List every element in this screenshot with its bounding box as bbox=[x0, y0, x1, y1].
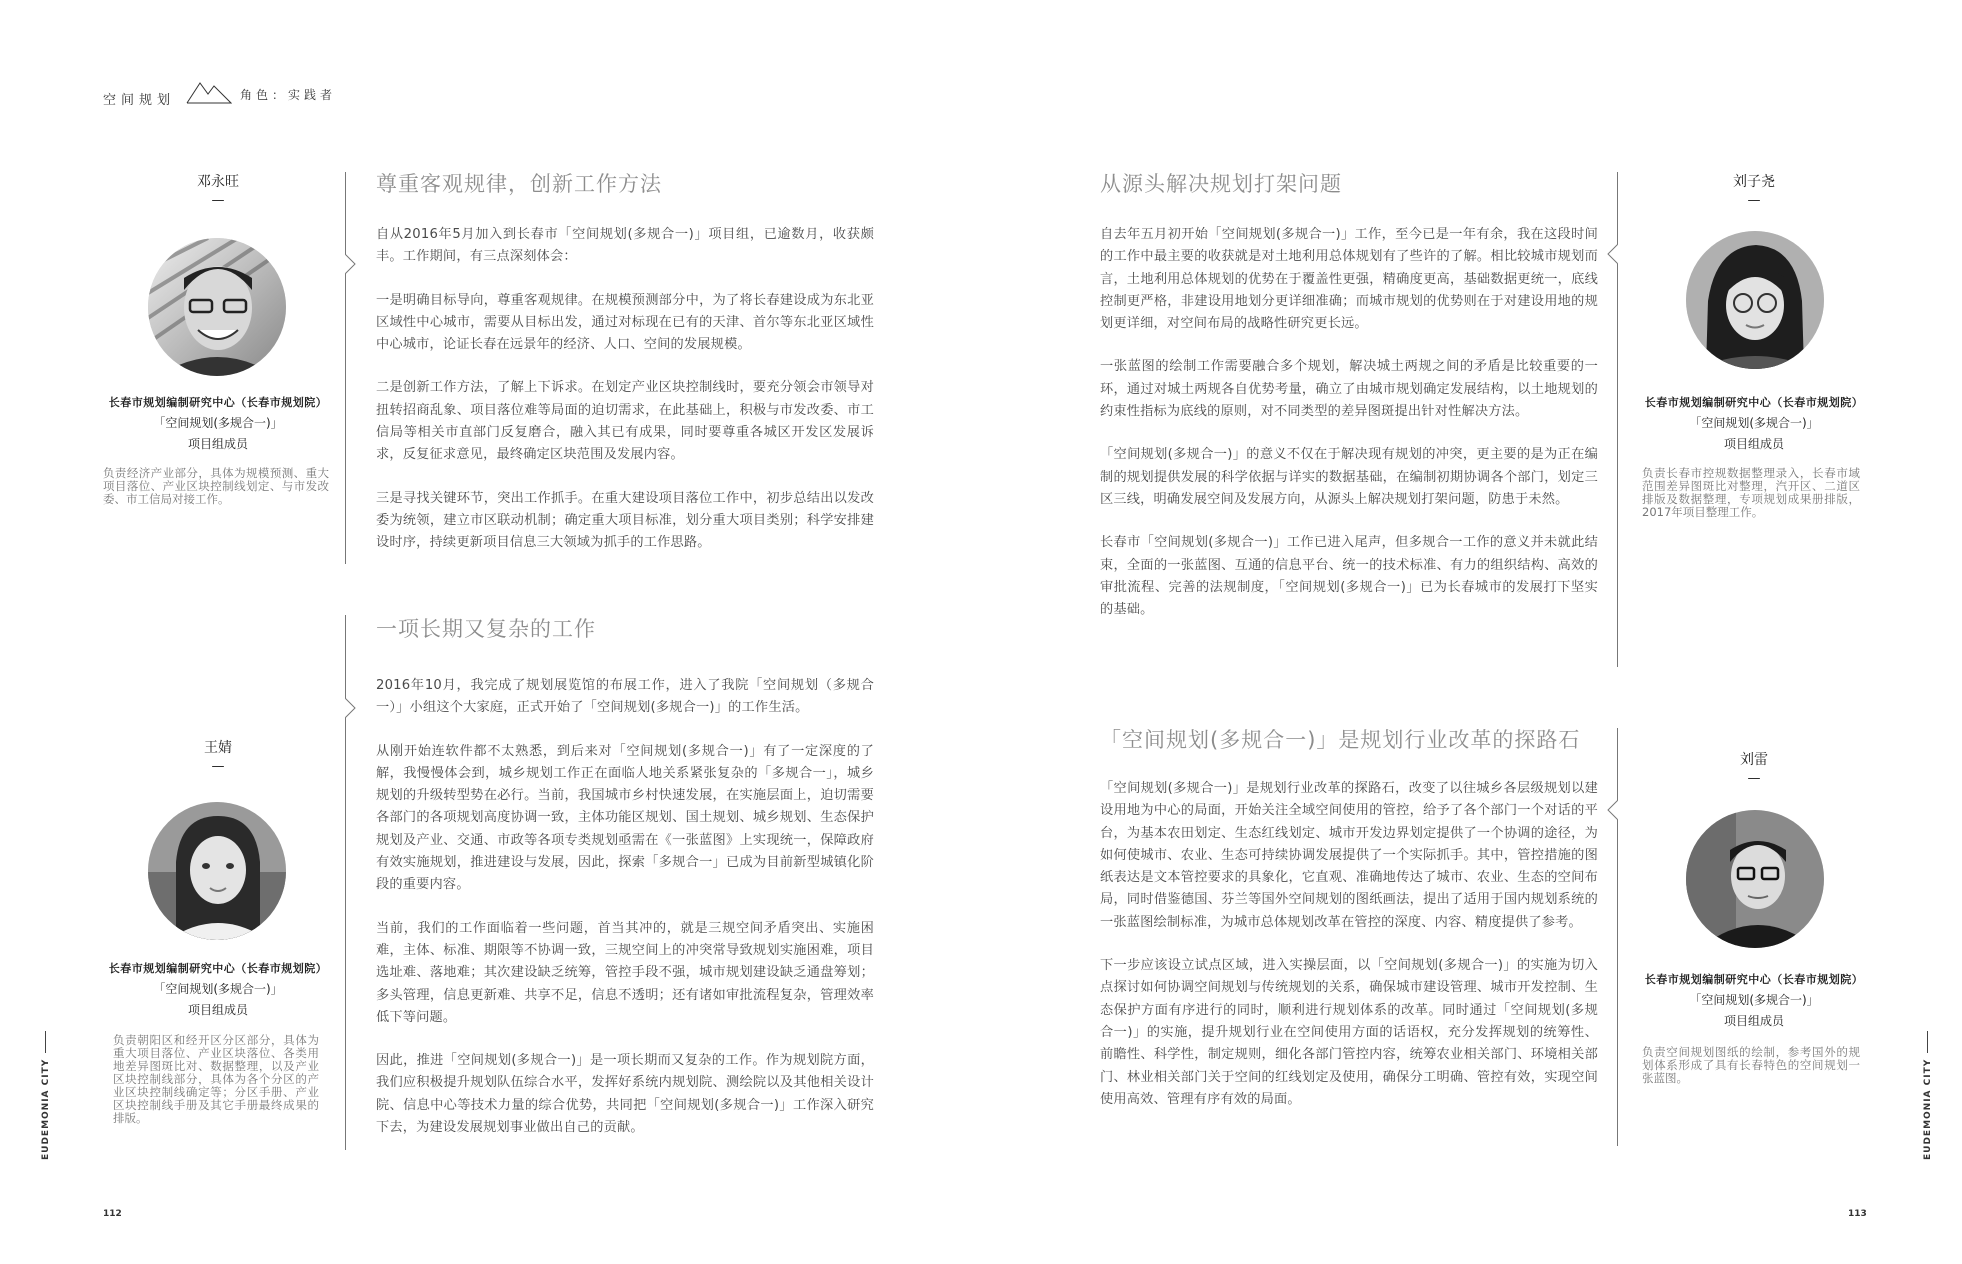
divider-notch bbox=[1606, 244, 1618, 264]
side-label: EUDEMONIA CITY bbox=[1923, 1058, 1933, 1160]
profile-role: 项目组成员 bbox=[1723, 437, 1784, 451]
paragraph: 一张蓝图的绘制工作需要融合多个规划，解决城土两规之间的矛盾是比较重要的一环，通过对城土两规各自优势考量，确立了由城市规划确定发展结构，以土地规划的约束性指标为底线的原则，对不同类型的差异图斑提出针对性解决方法。 bbox=[1100, 359, 1598, 420]
profile-dash: — bbox=[1747, 193, 1761, 208]
profile-org: 长春市规划编制研究中心（长春市规划院） bbox=[108, 962, 328, 975]
divider-notch bbox=[1606, 800, 1618, 820]
header-role: 角色：实践者 bbox=[240, 88, 337, 102]
avatar bbox=[148, 238, 286, 376]
profile-duty: 负责长春市控规数据整理录入，长春市域范围差异图斑比对整理，汽开区、二道区排版及数据整理，专项规划成果册排版，2017年项目整理工作。 bbox=[1642, 466, 1860, 519]
section-title: 一项长期又复杂的工作 bbox=[376, 617, 596, 641]
profile-name: 王婧 bbox=[204, 740, 232, 756]
profile-dash: — bbox=[211, 759, 225, 774]
mountain-logo-icon bbox=[186, 80, 232, 104]
profile-dash: — bbox=[211, 193, 225, 208]
profile-duty: 负责朝阳区和经开区分区部分，具体为重大项目落位、产业区块落位、各类用地差异图斑比对、数据整理，以及产业区块控制线部分，具体为各个分区的产业区块控制线确定等；分区手册、产业区块控制线手册及其它手册最终成果的排版。 bbox=[113, 1033, 319, 1125]
paragraph: 2016年10月，我完成了规划展览馆的布展工作，进入了我院「空间规划（多规合一）」小组这个大家庭，正式开始了「空间规划(多规合一)」的工作生活。 bbox=[376, 678, 874, 716]
divider-notch bbox=[345, 254, 357, 274]
profile-name: 刘雷 bbox=[1740, 752, 1768, 768]
profile-role: 项目组成员 bbox=[187, 437, 248, 451]
section-title: 尊重客观规律，创新工作方法 bbox=[376, 172, 662, 196]
paragraph: 长春市「空间规划(多规合一)」工作已进入尾声，但多规合一工作的意义并未就此结束，全面的一张蓝图、互通的信息平台、统一的技术标准、有力的组织结构、高效的审批流程、完善的法规制度，「空间规划(多规合一)」已为长春城市的发展打下坚实的基础。 bbox=[1100, 535, 1598, 618]
paragraph: 因此，推进「空间规划(多规合一)」是一项长期而又复杂的工作。作为规划院方面，我们应积极提升规划队伍综合水平，发挥好系统内规划院、测绘院以及其他相关设计院、信息中心等技术力量的综合优势，共同把「空间规划(多规合一)」工作深入研究下去，为建设发展规划事业做出自己的贡献。 bbox=[376, 1053, 874, 1136]
article-section bbox=[1100, 168, 1598, 621]
profile-org: 长春市规划编制研究中心（长春市规划院） bbox=[1644, 973, 1864, 986]
profile-duty: 负责空间规划图纸的绘制，参考国外的规划体系形成了具有长春特色的空间规划一张蓝图。 bbox=[1642, 1045, 1860, 1085]
avatar bbox=[148, 802, 286, 940]
profile-dash: — bbox=[1747, 771, 1761, 786]
article-section bbox=[376, 168, 874, 555]
paragraph: 一是明确目标导向，尊重客观规律。在规模预测部分中，为了将长春建设成为东北亚区域性中心城市，需要从目标出发，通过对标现在已有的天津、首尔等东北亚区域性中心城市，论证长春在远景年的经济、人口、空间的发展规模。 bbox=[376, 292, 874, 353]
side-label: EUDEMONIA CITY bbox=[41, 1058, 51, 1160]
section-title: 「空间规划(多规合一)」是规划行业改革的探路石 bbox=[1100, 728, 1581, 752]
profile-name: 邓永旺 bbox=[197, 174, 239, 190]
paragraph: 三是寻找关键环节，突出工作抓手。在重大建设项目落位工作中，初步总结出以发改委为统领，建立市区联动机制；确定重大项目标准，划分重大项目类别；科学安排建设时序，持续更新项目信息三大领域为抓手的工作思路。 bbox=[376, 490, 874, 551]
profile-role: 项目组成员 bbox=[187, 1003, 248, 1017]
profile-org: 长春市规划编制研究中心（长春市规划院） bbox=[108, 396, 328, 409]
profile-org: 长春市规划编制研究中心（长春市规划院） bbox=[1644, 396, 1864, 409]
paragraph: 从刚开始连软件都不太熟悉，到后来对「空间规划(多规合一)」有了一定深度的了解，我慢慢体会到，城乡规划工作正在面临人地关系紧张复杂的「多规合一」，城乡规划的升级转型势在必行。当前，我国城市乡村快速发展，在实施层面上，迫切需要各部门的各项规划高度协调一致，主体功能区规划、国土规划、城乡规划、生态保护规划及产业、交通、市政等各项专类规划亟需在《一张蓝图》上实现统一，保障政府有效实施规划，推进建设与发展，因此，探索「多规合一」已成为目前新型城镇化阶段的重要内容。 bbox=[376, 743, 874, 893]
profile-project: 「空间规划(多规合一)」 bbox=[153, 416, 283, 430]
page-number-right: 113 bbox=[1848, 1209, 1867, 1219]
margin-mark bbox=[1927, 1031, 1928, 1053]
divider-line bbox=[1617, 728, 1618, 1146]
divider-line bbox=[345, 172, 346, 564]
avatar bbox=[1686, 810, 1824, 948]
profile-role: 项目组成员 bbox=[1723, 1014, 1784, 1028]
paragraph: 自从2016年5月加入到长春市「空间规划(多规合一)」项目组，已逾数月，收获颇丰。工作期间，有三点深刻体会： bbox=[376, 227, 874, 265]
paragraph: 当前，我们的工作面临着一些问题，首当其冲的，就是三规空间矛盾突出、实施困难，主体、标准、期限等不协调一致，三规空间上的冲突常导致规划实施困难，项目选址难、落地难；其次建设缺乏统筹，管控手段不强，城市规划建设缺乏通盘筹划；多头管理，信息更新难、共享不足，信息不透明；还有诸如审批流程复杂，管理效率低下等问题。 bbox=[376, 920, 874, 1025]
profile-name: 刘子尧 bbox=[1733, 174, 1775, 190]
paragraph: 下一步应该设立试点区域，进入实操层面，以「空间规划(多规合一)」的实施为切入点探讨如何协调空间规划与传统规划的关系，确保城市建设管理、城市开发控制、生态保护方面有序进行的同时，顺利进行规划体系的改革。同时通过「空间规划(多规合一)」的实施，提升规划行业在空间使用方面的话语权，充分发挥规划的统筹性、前瞻性、科学性，制定规则，细化各部门管控内容，统筹农业相关部门、环境相关部门、林业相关部门关于空间的红线划定及使用，确保分工明确、管控有效，实现空间使用高效、管理有序有效的局面。 bbox=[1100, 958, 1598, 1107]
avatar bbox=[1686, 231, 1824, 369]
article-section bbox=[1100, 724, 1598, 1111]
margin-mark bbox=[45, 1031, 46, 1053]
section-title: 从源头解决规划打架问题 bbox=[1100, 172, 1342, 196]
paragraph: 二是创新工作方法，了解上下诉求。在划定产业区块控制线时，要充分领会市领导对扭转招商乱象、项目落位难等局面的迫切需求，在此基础上，积极与市发改委、市工信局等相关市直部门反复磨合，融入其已有成果，同时要尊重各城区开发区发展诉求，反复征求意见，最终确定区块范围及发展内容。 bbox=[376, 380, 874, 463]
divider-notch bbox=[345, 698, 357, 718]
profile-project: 「空间规划(多规合一)」 bbox=[1689, 993, 1819, 1007]
profile-duty: 负责经济产业部分，具体为规模预测、重大项目落位、产业区块控制线划定、与市发改委、市工信局对接工作。 bbox=[103, 466, 329, 506]
paragraph: 自去年五月初开始「空间规划(多规合一)」工作，至今已是一年有余，我在这段时间的工作中最主要的收获就是对土地利用总体规划有了些许的了解。相比较城市规划而言，土地利用总体规划的优势在于覆盖性更强，精确度更高，基础数据更统一，底线控制更严格，非建设用地划分更详细准确；而城市规划的优势则在于对建设用地的规划更详细，对空间布局的战略性研究更长远。 bbox=[1100, 227, 1598, 332]
profile-project: 「空间规划(多规合一)」 bbox=[1689, 416, 1819, 430]
page-number-left: 112 bbox=[103, 1209, 122, 1219]
profile-project: 「空间规划(多规合一)」 bbox=[153, 982, 283, 996]
divider-line bbox=[345, 615, 346, 1150]
header-section: 空间规划 bbox=[103, 93, 176, 108]
article-section bbox=[376, 613, 874, 1139]
paragraph: 「空间规划(多规合一)」的意义不仅在于解决现有规划的冲突，更主要的是为正在编制的规划提供发展的科学依据与详实的数据基础，在编制初期协调各个部门，划定三区三线，明确发展空间及发展方向，从源头上解决规划打架问题，防患于未然。 bbox=[1100, 447, 1598, 507]
paragraph: 「空间规划(多规合一)」是规划行业改革的探路石，改变了以往城乡各层级规划以建设用地为中心的局面，开始关注全域空间使用的管控，给予了各个部门一个对话的平台，为基本农田划定、生态红线划定、城市开发边界划定提供了一个协调的途径，为如何使城市、农业、生态可持续协调发展提供了一个实际抓手。其中，管控措施的图纸表达是文本管控要求的具象化，它直观、准确地传达了城市、农业、生态的空间布局，同时借鉴德国、芬兰等国外空间规划的图纸画法，提出了适用于国内规划系统的一张蓝图绘制标准，为城市总体规划改革在管控的深度、内容、精度提供了参考。 bbox=[1100, 781, 1598, 930]
